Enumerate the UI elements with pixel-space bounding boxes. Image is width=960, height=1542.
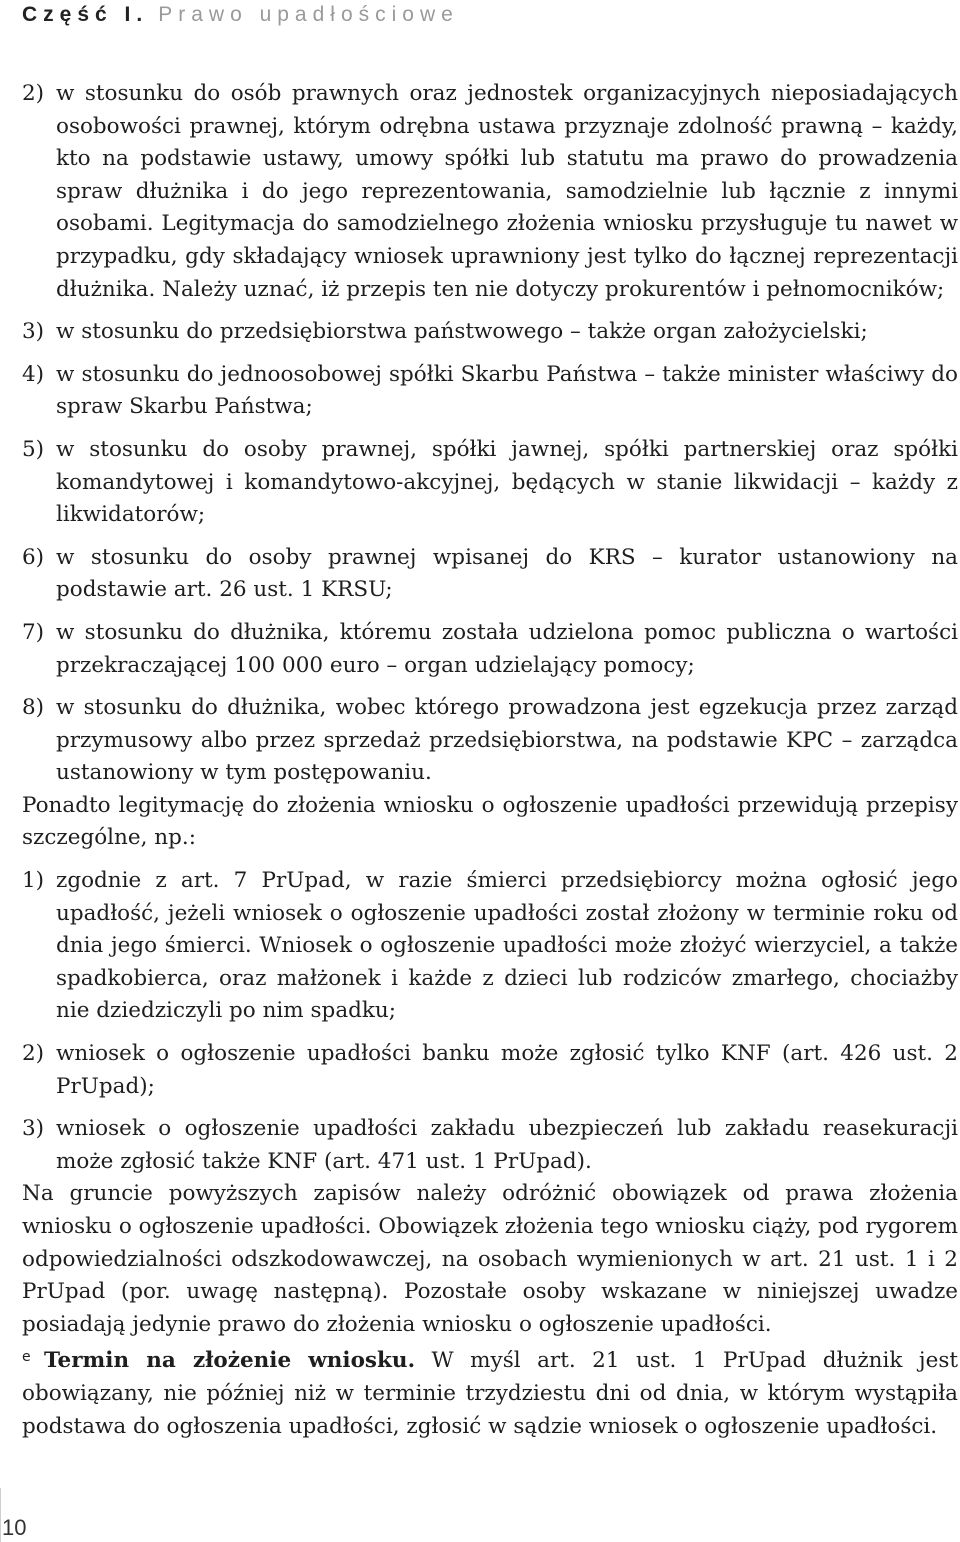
list-item [22, 1038, 958, 1103]
list-item [22, 78, 958, 306]
list-item-text: w stosunku do osoby prawnej wpisanej do KRS – kurator ustanowiony na podstawie art. 26 ust. 1 KRSU; [56, 544, 958, 603]
running-header [22, 3, 459, 27]
list-item-text: w stosunku do osoby prawnej, spółki jawnej, spółki partnerskiej oraz spółki komandytowej i komandytowo-akcyjnej, będących w stanie likwidacji – każdy z likwidatorów; [56, 436, 958, 528]
enumerated-list-b [22, 865, 958, 1178]
list-item [22, 865, 958, 1028]
enumerated-list-a [22, 78, 958, 790]
list-item [22, 617, 958, 682]
header-part: Część I. [22, 3, 149, 26]
note-marker-icon: e [22, 1349, 31, 1366]
list-item-number: 1) [22, 868, 45, 894]
list-item [22, 359, 958, 424]
note-paragraph [22, 1341, 958, 1443]
list-item-number: 7) [22, 619, 45, 645]
list-item [22, 434, 958, 532]
list-item-number: 3) [22, 1116, 45, 1142]
list-item-number: 8) [22, 695, 45, 721]
margin-rule [0, 1488, 1, 1542]
list-item [22, 1113, 958, 1178]
list-item-text: w stosunku do dłużnika, wobec którego prowadzona jest egzekucja przez zarząd przymusowy albo przez sprzedaż przedsiębiorstwa, na podstawie KPC – zarządca ustanowiony w tym postępowaniu. [56, 695, 958, 786]
list-item-number: 4) [22, 361, 45, 387]
list-item-number: 5) [22, 436, 45, 462]
list-item-text: zgodnie z art. 7 PrUpad, w razie śmierci przedsiębiorcy można ogłosić jego upadłość, jeżeli wniosek o ogłoszenie upadłości został złożony w terminie roku od dnia jego śmierci. Wniosek o ogłoszenie upadłości może złożyć wierzyciel, a także spadkobierca, oraz małżonek i każde z dzieci lub rodziców zmarłego, chociażby nie dziedziczyli po nim spadku; [56, 868, 958, 1024]
list-item-text: w stosunku do przedsiębiorstwa państwowego – także organ założycielski; [56, 319, 868, 345]
list-item-text: w stosunku do jednoosobowej spółki Skarbu Państwa – także minister właściwy do spraw Skarbu Państwa; [56, 361, 958, 420]
list-item [22, 692, 958, 790]
paragraph-additional-legitimation: Ponadto legitymację do złożenia wniosku o ogłoszenie upadłości przewidują przepisy szczególne, np.: [22, 792, 958, 851]
list-item-text: w stosunku do osób prawnych oraz jednostek organizacyjnych nieposiadających osobowości prawnej, którym odrębna ustawa przyznaje zdolność prawną – każdy, kto na podstawie ustawy, umowy spółki lub statutu ma prawo do prowadzenia spraw dłużnika i do jego reprezentowania, samodzielnie lub łącznie z innymi osobami. Legitymacja do samodzielnego złożenia wniosku przysługuje tu nawet w przypadku, gdy składający wniosek uprawniony jest tylko do łącznej reprezentacji dłużnika. Należy uznać, iż przepis ten nie dotyczy prokurentów i pełnomocników; [56, 81, 958, 302]
list-item [22, 316, 958, 349]
page-body [22, 78, 958, 1443]
list-item-text: wniosek o ogłoszenie upadłości zakładu ubezpieczeń lub zakładu reasekuracji może zgłosić także KNF (art. 471 ust. 1 PrUpad). [56, 1116, 958, 1174]
list-item-text: w stosunku do dłużnika, któremu została udzielona pomoc publiczna o wartości przekraczającej 100 000 euro – organ udzielający pomocy; [56, 619, 958, 678]
note-title: Termin na złożenie wniosku. [44, 1348, 416, 1374]
paragraph-obligation-vs-right: Na gruncie powyższych zapisów należy odróżnić obowiązek od prawa złożenia wniosku o ogłoszenie upadłości. Obowiązek złożenia tego wniosku ciąży, pod rygorem odpowiedzialności odszkodowawczej, na osobach wymienionych w art. 21 ust. 1 i 2 PrUpad (por. uwagę następną). Pozostałe osoby wskazane w niniejszej uwadze posiadają jedynie prawo do złożenia wniosku o ogłoszenie upadłości. [22, 1181, 958, 1337]
list-item-text: wniosek o ogłoszenie upadłości banku może zgłosić tylko KNF (art. 426 ust. 2 PrUpad); [56, 1041, 958, 1099]
list-item-number: 6) [22, 544, 45, 570]
note-text: W myśl art. 21 ust. 1 PrUpad dłużnik jest obowiązany, nie później niż w terminie trzydziestu dni od dnia, w którym wystąpiła podstawa do ogłoszenia upadłości, zgłosić w sądzie wniosek o ogłoszenie upadłości. [22, 1348, 958, 1439]
list-item [22, 542, 958, 607]
page-number: 10 [2, 1515, 27, 1540]
list-item-number: 2) [22, 81, 45, 106]
list-item-number: 2) [22, 1041, 45, 1067]
list-item-number: 3) [22, 319, 45, 345]
header-title: Prawo upadłościowe [158, 3, 459, 26]
